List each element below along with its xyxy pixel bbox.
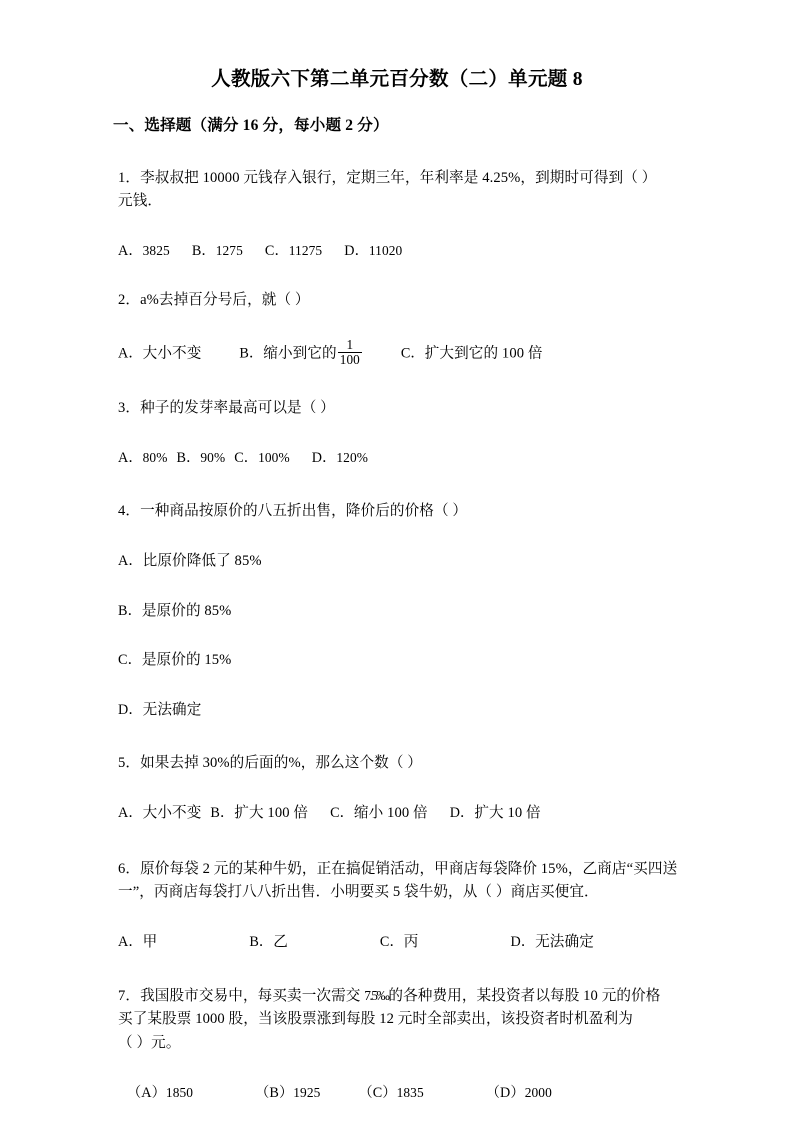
question-5-option-a-label: A． [118, 805, 143, 822]
question-4-option-a-label: A． [118, 552, 143, 569]
question-3-option-b-label: B． [176, 449, 201, 466]
question-7-option-a-label: （A） [127, 1084, 166, 1101]
question-1-option-b-label: B． [191, 242, 216, 259]
question-2-option-c-text: 扩大到它的 100 倍 [424, 345, 543, 362]
question-2-option-b-text: 缩小到它的 [263, 345, 337, 362]
fraction-denominator: 100 [339, 351, 360, 367]
question-2-option-c-label: C． [400, 345, 425, 362]
section-heading: 一、选择题（满分 16 分，每小题 2 分） [113, 117, 389, 135]
question-1-stem-line-1: 1．李叔叔把 10000 元钱存入银行，定期三年，年利率是 4.25%，到期时可得到（ ） [118, 169, 657, 186]
question-1-option-c-label: C． [264, 242, 289, 259]
question-3-option-a-label: A． [118, 449, 143, 466]
question-1-stem-line-2: 元钱． [118, 193, 163, 210]
document-body [0, 116, 794, 1105]
question-7-options [113, 1082, 680, 1106]
question-5-option-b-label: B． [210, 805, 235, 822]
question-6-option-b-label: B． [249, 934, 274, 951]
question-6-option-c-text: 丙 [403, 934, 419, 951]
question-4-option-d-text: 无法确定 [142, 701, 202, 718]
fraction-numerator: 1 [346, 337, 354, 353]
question-5-option-c-label: C． [330, 805, 354, 822]
question-3-option-b-text: 90% [200, 449, 226, 465]
question-7-stem-line-3: （ ）元。 [118, 1034, 181, 1051]
question-2-option-a-text: 大小不变 [142, 345, 202, 362]
question-7-option-b-label: （B） [255, 1084, 294, 1101]
question-4-option-a-text: 比原价降低了 85% [142, 552, 262, 569]
question-3-option-c-label: C． [234, 449, 259, 466]
question-7-stem-line-1 [113, 985, 680, 1009]
question-2-option-a-label: A． [118, 345, 143, 362]
question-5-option-a-text: 大小不变 [142, 805, 202, 822]
fraction-one-hundredth [338, 338, 362, 366]
question-6-options [113, 931, 680, 955]
question-6-option-c-label: C． [379, 934, 404, 951]
question-6-option-a-label: A． [118, 934, 143, 951]
question-1-option-a-label: A． [118, 242, 143, 259]
question-7-option-a-text: 1850 [165, 1084, 194, 1100]
question-1-option-b-text: 1275 [215, 242, 243, 258]
question-4-option-c [113, 649, 680, 673]
question-7-option-c-label: （C） [358, 1084, 397, 1101]
question-7-option-d-text: 2000 [524, 1084, 552, 1100]
question-4-option-b-text: 是原价的 85% [141, 602, 232, 619]
question-4-option-c-text: 是原价的 15% [141, 652, 232, 669]
question-3-option-d-text: 120% [336, 449, 368, 465]
question-7-option-b-text: 1925 [293, 1084, 321, 1100]
question-7-option-d-label: （D） [485, 1084, 525, 1101]
question-7-stem-part-a: 7．我国股市交易中，每买卖一次需交 [118, 987, 365, 1004]
question-1-option-a-text: 3825 [142, 242, 170, 258]
question-4-option-a [113, 550, 680, 574]
question-7-permille-value: 7.5‰ [364, 987, 389, 1003]
question-5-options [113, 802, 680, 826]
question-3-options [113, 447, 680, 471]
question-1-option-d-label: D． [344, 242, 369, 259]
question-7-stem-line-2: 买了某股票 1000 股，当该股票涨到每股 12 元时全部卖出，该投资者时机盈利为 [118, 1011, 633, 1028]
question-5-option-b-text: 扩大 100 倍 [234, 805, 309, 822]
question-3-option-d-label: D． [311, 449, 337, 466]
question-6-option-d-label: D． [510, 934, 536, 951]
question-6-stem-line-2: 一”，丙商店每袋打八八折出售．小明要买 5 袋牛奶，从（ ）商店买便宜． [118, 884, 599, 901]
question-3-option-c-text: 100% [258, 449, 290, 465]
question-2-option-b-label: B． [239, 345, 264, 362]
question-4-option-c-label: C． [118, 652, 142, 669]
question-7-option-c-text: 1835 [396, 1084, 424, 1100]
question-5-option-d-text: 扩大 10 倍 [474, 805, 541, 822]
question-5-option-c-text: 缩小 100 倍 [353, 805, 428, 822]
question-6-stem-line-1: 6．原价每袋 2 元的某种牛奶，正在搞促销活动，甲商店每袋降价 15%，乙商店“买四送 [118, 860, 678, 877]
question-7-stem-part-b: 的各种费用，某投资者以每股 10 元的价格 [388, 987, 661, 1004]
question-1-option-d-text: 11020 [368, 242, 403, 258]
question-3-stem: 3．种子的发芽率最高可以是（ ） [118, 399, 335, 416]
question-2-stem: 2．a%去掉百分号后，就（ ） [118, 292, 310, 309]
question-4-option-b-label: B． [118, 602, 142, 619]
question-5-option-d-label: D． [449, 805, 475, 822]
question-3-option-a-text: 80% [142, 449, 168, 465]
question-6-option-a-text: 甲 [142, 934, 158, 951]
question-4-option-d [113, 699, 680, 723]
question-2-options [113, 339, 680, 367]
page-title: 人教版六下第二单元百分数（二）单元题 8 [211, 69, 583, 90]
question-4-option-b [113, 600, 680, 624]
question-6-option-d-text: 无法确定 [535, 934, 594, 951]
question-4-stem: 4．一种商品按原价的八五折出售，降价后的价格（ ） [118, 503, 468, 520]
question-1-options [113, 240, 680, 264]
question-4-option-d-label: D． [118, 701, 143, 718]
question-1-option-c-text: 11275 [288, 242, 323, 258]
question-5-stem: 5．如果去掉 30%的后面的%，那么这个数（ ） [118, 755, 422, 772]
question-6-option-b-text: 乙 [273, 934, 288, 951]
